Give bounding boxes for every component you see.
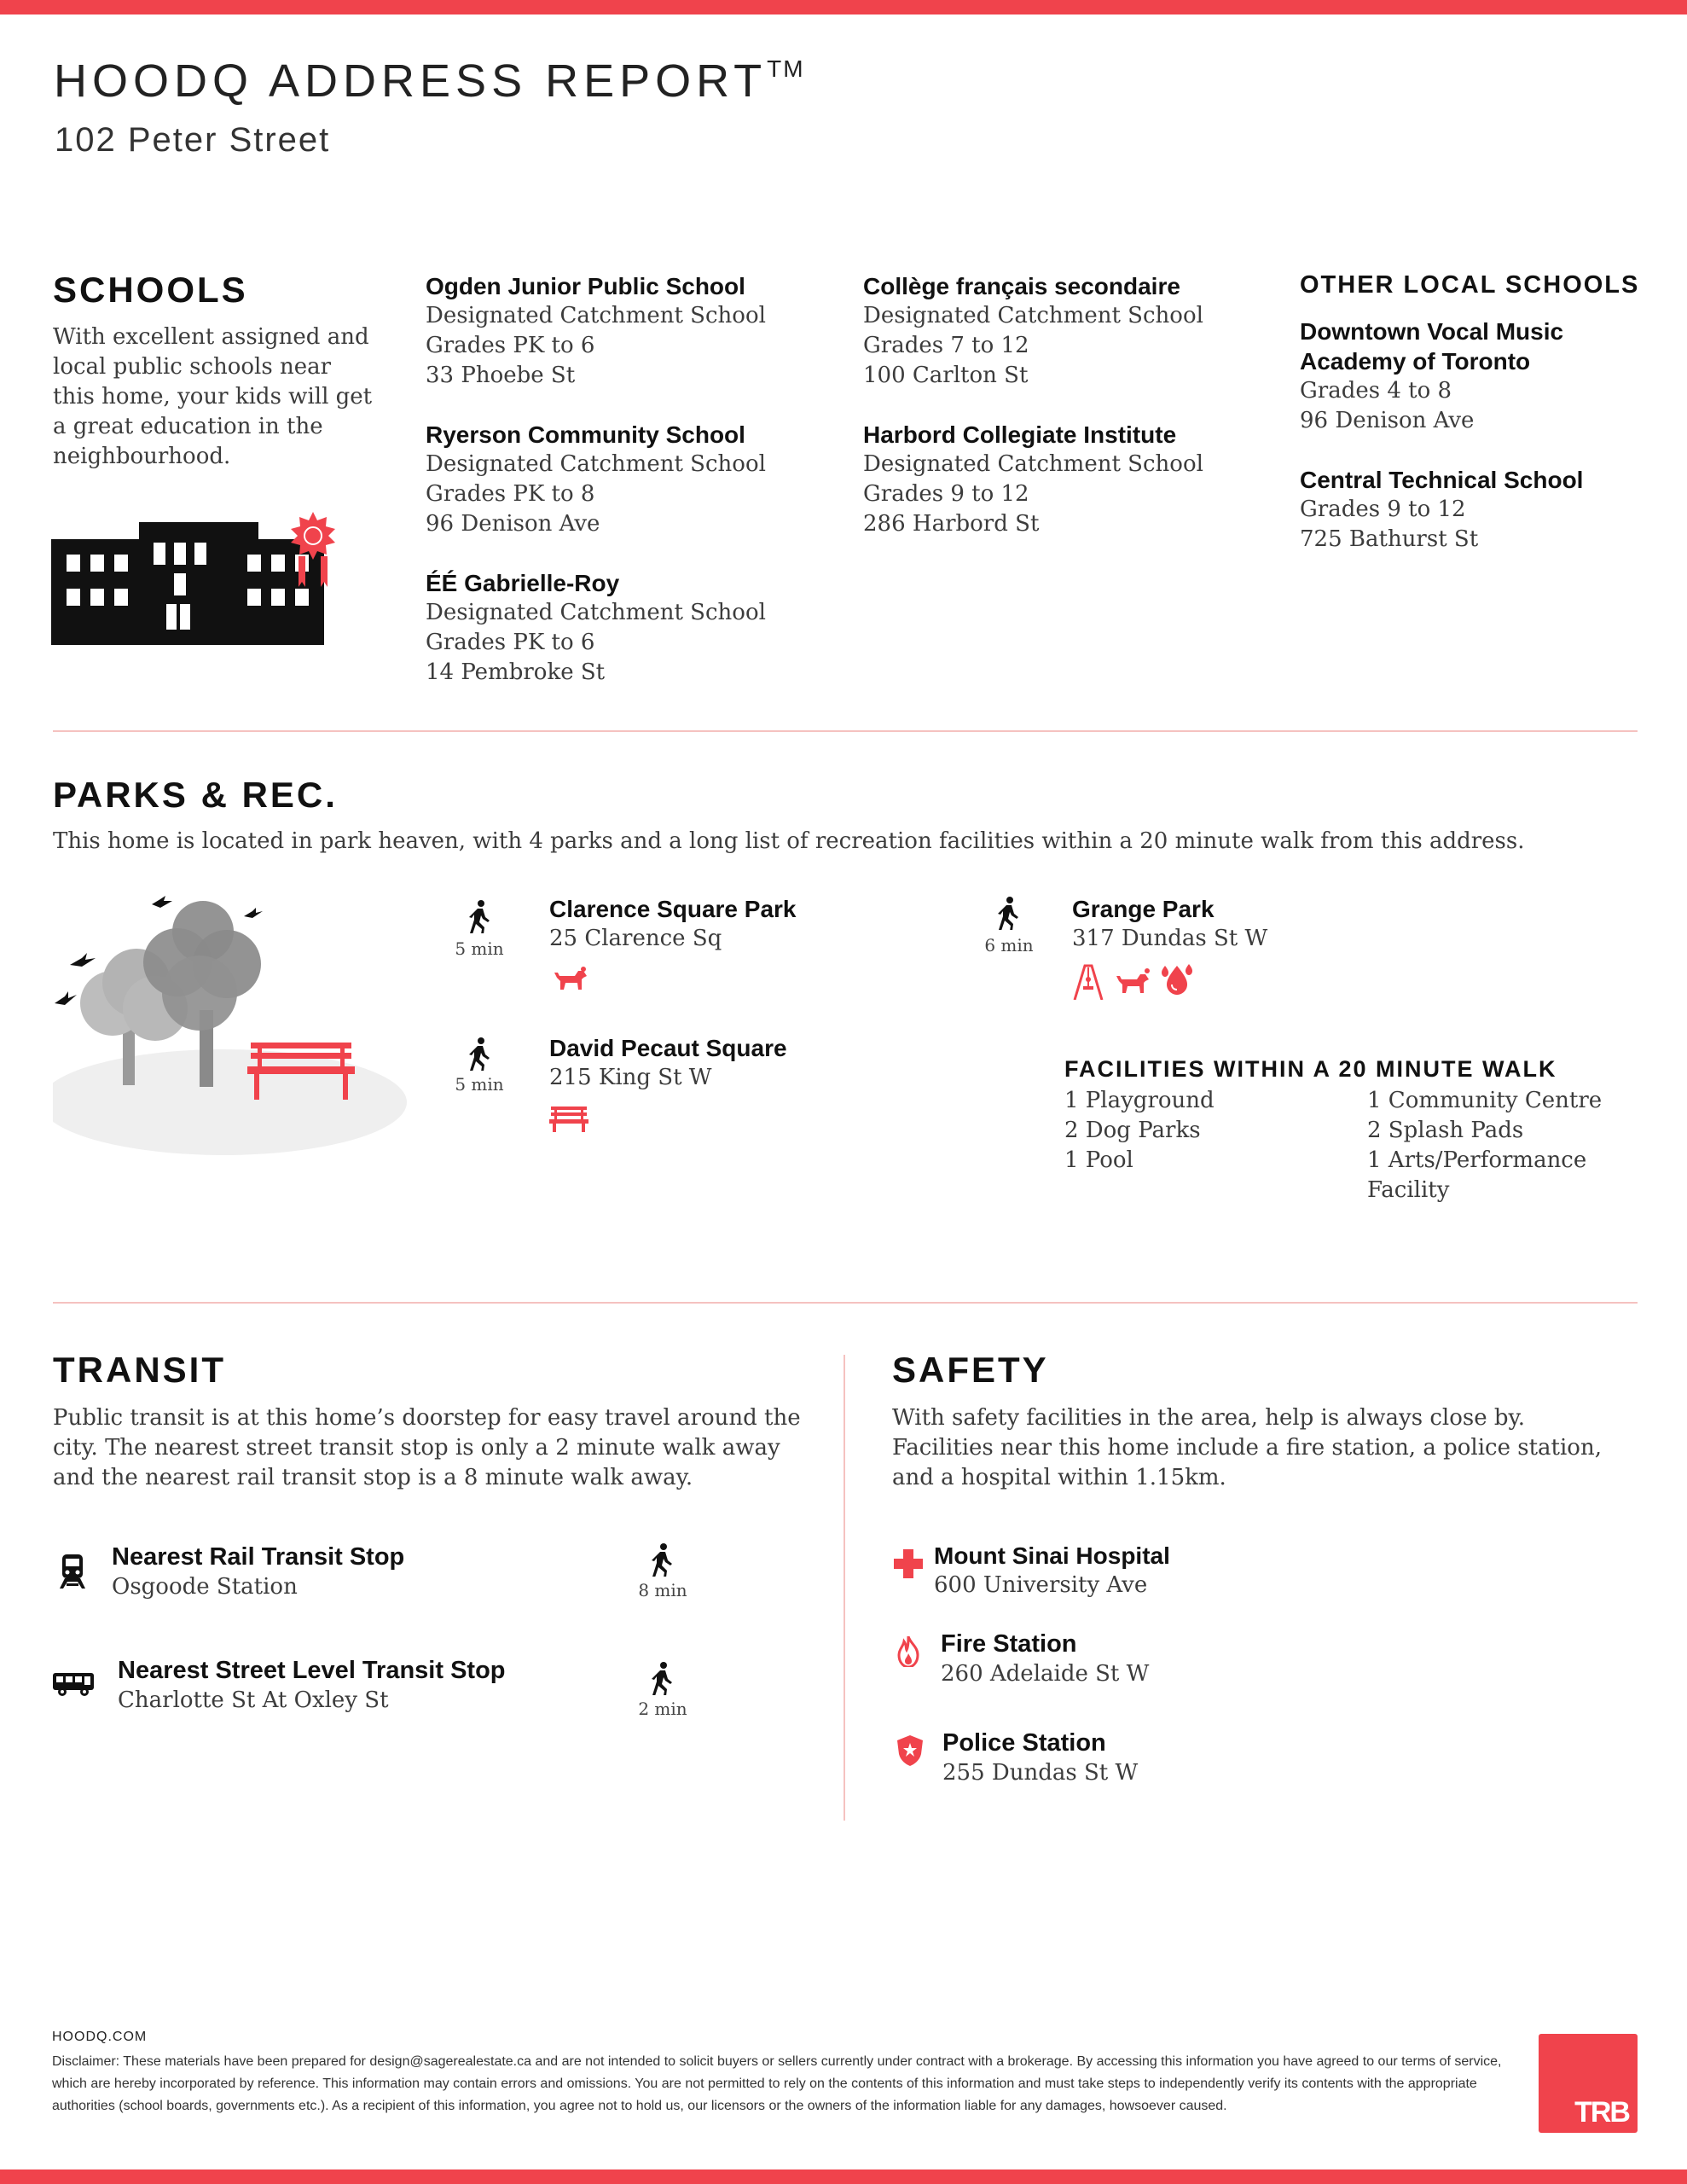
footer-site-link[interactable]: HOODQ.COM [52,2030,148,2044]
walking-person-icon [469,1037,491,1071]
walk-time: 2 min [638,1699,687,1719]
school-grades: Grades PK to 8 [426,481,595,507]
safety-name: Mount Sinai Hospital [934,1542,1170,1569]
school-name: Ryerson Community School [426,421,745,448]
safety-address: 260 Adelaide St W [941,1661,1150,1687]
school-entry [863,271,1203,391]
park-illustration-icon [53,892,415,1160]
other-schools-heading: OTHER LOCAL SCHOOLS [1300,271,1640,299]
park-name: Clarence Square Park [549,896,797,922]
transit-stop: Osgoode Station [112,1574,298,1600]
transit-label: Nearest Street Level Transit Stop [118,1657,506,1684]
school-type: Designated Catchment School [426,303,766,328]
bus-icon [53,1673,96,1697]
school-entry [426,420,766,539]
trb-logo [1539,2034,1638,2133]
report-address: 102 Peter Street [55,121,331,159]
transit-description: Public transit is at this home’s doorstep for easy travel around the city. The nearest street transit stop is only a 2 minute walk away and the nearest rail transit stop is a 8 minute walk away. [53,1405,801,1490]
school-grades: Grades PK to 6 [426,333,595,358]
school-list-catchment-2 [863,271,1203,539]
schools-heading: SCHOOLS [53,270,248,310]
school-address: 286 Harbord St [863,511,1040,537]
safety-description: With safety facilities in the area, help is always close by. Facilities near this home include a fire station, a police station, and a hospital within 1.15km. [892,1405,1602,1490]
school-grades: Grades 9 to 12 [1300,497,1466,522]
school-type: Designated Catchment School [426,600,766,625]
school-entry [1300,317,1639,436]
facilities-heading: FACILITIES WITHIN A 20 MINUTE WALK [1064,1056,1557,1082]
parks-heading: PARKS & REC. [53,775,338,815]
park-name: Grange Park [1072,896,1215,922]
park-address: 25 Clarence Sq [549,926,722,951]
section-divider [53,730,1638,732]
school-name: Collège français secondaire [863,273,1180,299]
playground-icon [1071,964,1105,1000]
safety-heading: SAFETY [892,1350,1049,1390]
school-name: Harbord Collegiate Institute [863,421,1177,448]
school-grades: Grades 4 to 8 [1300,378,1452,404]
trb-logo-text: TRB [1574,2096,1629,2129]
school-type: Designated Catchment School [863,303,1203,328]
school-name-line2: Academy of Toronto [1300,348,1531,375]
school-address: 100 Carlton St [863,363,1029,388]
school-name: Downtown Vocal Music [1300,318,1564,345]
column-divider [844,1355,845,1821]
school-grades: Grades PK to 6 [426,630,595,655]
facility-item: 1 Playground [1064,1088,1215,1113]
school-address: 14 Pembroke St [426,659,606,685]
facility-item: 1 Arts/Performance [1367,1147,1587,1173]
park-address: 317 Dundas St W [1072,926,1268,951]
dog-park-icon [1113,966,1152,995]
parks-description: This home is located in park heaven, with 4 parks and a long list of recreation facilities within a 20 minute walk from this address. [53,828,1525,854]
top-accent-bar [0,0,1687,15]
school-address: 96 Denison Ave [426,511,600,537]
flame-icon [897,1636,919,1667]
walk-time: 6 min [984,935,1034,956]
school-address: 96 Denison Ave [1300,408,1475,433]
walk-time: 5 min [455,938,504,959]
police-badge-icon [897,1735,923,1766]
school-type: Designated Catchment School [863,451,1203,477]
section-divider [53,1302,1638,1304]
school-list-catchment-1 [426,271,766,688]
walking-person-icon [652,1661,674,1695]
safety-address: 600 University Ave [934,1572,1148,1598]
transit-heading: TRANSIT [53,1350,226,1390]
facility-item: 1 Pool [1064,1147,1133,1173]
school-entry [863,420,1203,539]
school-grades: Grades 9 to 12 [863,481,1029,507]
facilities-list-2 [1367,1086,1602,1205]
footer-disclaimer: Disclaimer: These materials have been prepared for design@sagerealestate.ca and are not intended to solicit buyers or sellers currently under contract with a brokerage. By accessing this information you have agreed to our terms of service, which are hereby incorporated by reference. This information may contain errors and omissions. You are not permitted to rely on the contents of this information and must take steps to independently verify its contents with the appropriate authorities (school boards, governments etc.). As a recipient of this information, you agree not to hold us, our licensors or the owners of the information liable for any damages, howsoever caused. [52,2054,1502,2113]
walking-person-icon [469,899,491,933]
school-entry [426,568,766,688]
school-name: ÉÉ Gabrielle-Roy [426,570,620,596]
schools-description: With excellent assigned and local public schools near this home, your kids will get a great education in the neighbourhood. [53,324,373,469]
school-name: Central Technical School [1300,467,1584,493]
walk-time: 8 min [638,1580,687,1600]
facilities-list-1 [1064,1086,1215,1176]
report-title: HOODQ ADDRESS REPORT™ [54,55,805,107]
park-name: David Pecaut Square [549,1035,787,1061]
school-entry [426,271,766,391]
facility-item: 1 Community Centre [1367,1088,1603,1113]
school-entry [1300,465,1639,555]
facility-item: Facility [1367,1177,1450,1203]
walking-person-icon [998,896,1020,930]
walk-time: 5 min [455,1074,504,1095]
train-icon [60,1554,85,1589]
safety-name: Fire Station [941,1630,1077,1658]
safety-name: Police Station [942,1729,1106,1757]
transit-label: Nearest Rail Transit Stop [112,1543,405,1571]
safety-address: 255 Dundas St W [942,1760,1139,1786]
dog-park-icon [551,964,588,990]
school-name: Ogden Junior Public School [426,273,745,299]
other-local-schools [1300,271,1639,555]
walking-person-icon [652,1542,674,1577]
school-grades: Grades 7 to 12 [863,333,1029,358]
school-building-icon [51,508,345,650]
bench-icon [549,1105,588,1132]
hospital-cross-icon [894,1549,923,1578]
facility-item: 2 Splash Pads [1367,1118,1524,1143]
splash-pad-icon [1160,962,1194,996]
school-address: 33 Phoebe St [426,363,576,388]
school-address: 725 Bathurst St [1300,526,1479,552]
school-type: Designated Catchment School [426,451,766,477]
trademark-mark: TM [767,55,805,82]
transit-stop: Charlotte St At Oxley St [118,1687,389,1713]
facility-item: 2 Dog Parks [1064,1118,1201,1143]
park-address: 215 King St W [549,1065,712,1090]
bottom-accent-bar [0,2169,1687,2184]
